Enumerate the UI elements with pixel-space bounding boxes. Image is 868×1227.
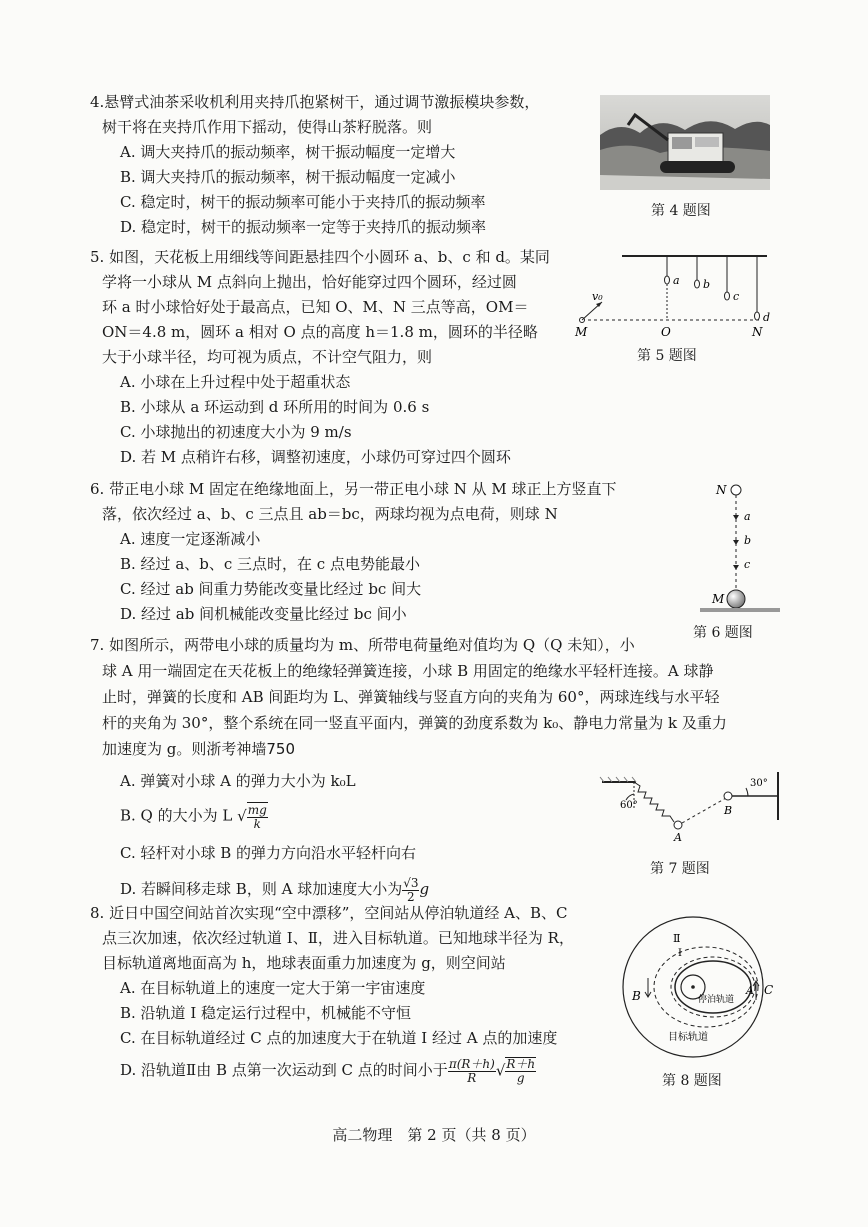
q5-line-4: ON＝4.8 m，圆环 a 相对 O 点的高度 h＝1.8 m，圆环的半径略 xyxy=(102,323,538,341)
point-b-label: b xyxy=(744,534,752,547)
q4-harvester-photo xyxy=(600,95,770,190)
pi-r-plus-h-over-r: $\frac{\pi(R+h)}{R}$ xyxy=(448,1056,495,1085)
q8-option-d: D. 沿轨道Ⅱ由 B 点第一次运动到 C 点的时间小于 $\frac{\pi(R+h)}{R}$ √ $\frac{R+h}{g}$ xyxy=(120,1056,536,1085)
q4-option-b: B. 调大夹持爪的振动频率，树干振动幅度一定减小 xyxy=(120,168,456,186)
q6-option-c: C. 经过 ab 间重力势能改变量比经过 bc 间大 xyxy=(120,580,422,598)
q5-rings-diagram xyxy=(572,250,772,342)
q6-option-a: A. 速度一定逐渐减小 xyxy=(120,530,261,548)
q8-option-a: A. 在目标轨道上的速度一定大于第一宇宙速度 xyxy=(120,979,426,997)
q4-caption: 第 4 题图 xyxy=(651,203,711,219)
sqrt-r-plus-h-over-g: √ $\frac{R+h}{g}$ xyxy=(495,1057,536,1085)
q6-option-d: D. 经过 ab 间机械能改变量比经过 bc 间小 xyxy=(120,605,407,623)
ball-b xyxy=(724,792,732,800)
q7-option-d: D. 若瞬间移走球 B，则 A 球加速度大小为 $\frac{√3}{2}$ g xyxy=(120,875,430,904)
ball-a-label: A xyxy=(674,831,682,844)
v0-label: v₀ xyxy=(592,290,603,303)
point-a-label: a xyxy=(744,510,751,523)
parking-orbit xyxy=(675,961,751,1013)
q7-line-4: 杆的夹角为 30°，整个系统在同一竖直平面内，弹簧的劲度系数为 k₀、静电力常量为 k 及重力 xyxy=(102,714,727,732)
q5-option-c: C. 小球抛出的初速度大小为 9 m/s xyxy=(120,423,352,441)
q7-line-5: 加速度为 g。则 xyxy=(102,740,207,758)
page-footer: 高二物理 第 2 页（共 8 页） xyxy=(332,1126,536,1144)
ring-b-label: b xyxy=(703,278,711,291)
question-4 xyxy=(90,90,539,240)
question-8 xyxy=(90,901,574,1091)
q6-charges-diagram xyxy=(700,478,780,618)
ball-b-label: B xyxy=(724,804,733,817)
point-c-label: c xyxy=(744,558,751,571)
parking-orbit-label: 停泊轨道 xyxy=(698,995,735,1005)
q8-option-c: C. 在目标轨道经过 C 点的加速度大于在轨道 Ⅰ 经过 A 点的加速度 xyxy=(120,1029,558,1047)
q7-option-a: A. 弹簧对小球 A 的弹力大小为 k₀L xyxy=(120,772,356,790)
q6-option-b: B. 经过 a、b、c 三点时，在 c 点电势能最小 xyxy=(120,555,420,573)
orbit-i-label: Ⅰ xyxy=(678,948,682,959)
n-label: N xyxy=(752,325,763,339)
q5-option-b: B. 小球从 a 环运动到 d 环所用的时间为 0.6 s xyxy=(120,398,430,416)
ground xyxy=(700,608,780,612)
q5-option-a: A. 小球在上升过程中处于超重状态 xyxy=(120,373,351,391)
m-label: M xyxy=(575,325,588,339)
q7-line-3: 止时，弹簧的长度和 AB 间距均为 L、弹簧轴线与竖直方向的夹角为 60°，两球连线与水平轻 xyxy=(102,688,720,706)
point-a-label: A xyxy=(746,984,754,997)
point-c-label: C xyxy=(764,983,774,997)
target-orbit-label: 目标轨道 xyxy=(668,1032,708,1043)
spring xyxy=(634,782,674,822)
ball-m xyxy=(727,590,745,608)
q8-option-b: B. 沿轨道 Ⅰ 稳定运行过程中，机械能不守恒 xyxy=(120,1004,412,1022)
q5-line-2: 学将一小球从 M 点斜向上抛出，恰好能穿过四个圆环，经过圆 xyxy=(102,273,517,291)
q6-line-2: 落，依次经过 a、b、c 三点且 ab＝bc，两球均视为点电荷，则球 N xyxy=(102,505,558,523)
q4-option-a: A. 调大夹持爪的振动频率，树干振动幅度一定增大 xyxy=(120,143,456,161)
q5-line-3: 环 a 时小球恰好处于最高点，已知 O、M、N 三点等高，OM＝ xyxy=(102,298,529,316)
q5-line-1: 5. 如图，天花板上用细线等间距悬挂四个小圆环 a、b、c 和 d。某同 xyxy=(90,248,550,266)
q7-spring-rod-diagram xyxy=(598,770,783,845)
orbit-ii xyxy=(654,947,758,1027)
q5-caption: 第 5 题图 xyxy=(637,348,697,364)
o-label: O xyxy=(661,325,671,339)
orbit-ii-label: Ⅱ xyxy=(673,932,681,945)
q7-line-1: 7. 如图所示，两带电小球的质量均为 m、所带电荷量绝对值均为 Q（Q 未知），小 xyxy=(90,636,635,654)
q8-line-2: 点三次加速，依次经过轨道 Ⅰ、Ⅱ，进入目标轨道。已知地球半径为 R， xyxy=(102,929,574,947)
q7-line-2: 球 A 用一端固定在天花板上的绝缘轻弹簧连接，小球 B 用固定的绝缘水平轻杆连接。A 球静 xyxy=(102,662,714,680)
q7-option-c: C. 轻杆对小球 B 的弹力方向沿水平轻杆向右 xyxy=(120,844,417,862)
q8-caption: 第 8 题图 xyxy=(662,1073,722,1089)
ball-n xyxy=(731,485,741,495)
q6-caption: 第 6 题图 xyxy=(693,625,753,641)
orbit-i xyxy=(671,957,755,1017)
q8-line-3: 目标轨道离地面高为 h，地球表面重力加速度为 g，则空间站 xyxy=(102,954,506,972)
q8-orbits-diagram xyxy=(618,912,774,1062)
watermark: 浙考神墙750 xyxy=(206,740,296,758)
ball-m-label: M xyxy=(712,592,725,606)
sqrt3-over-2: $\frac{√3}{2}$ xyxy=(403,875,419,904)
q5-line-5: 大于小球半径，均可视为质点，不计空气阻力，则 xyxy=(102,348,433,366)
q6-line-1: 6. 带正电小球 M 固定在绝缘地面上，另一带正电小球 N 从 M 球正上方竖直下 xyxy=(90,480,617,498)
question-6 xyxy=(90,477,617,627)
sqrt-mg-over-k: √ $\frac{mg}{k}$ xyxy=(237,802,267,831)
ball-n-label: N xyxy=(716,483,727,497)
ring-c-label: c xyxy=(733,290,740,303)
q4-option-d: D. 稳定时，树干的振动频率一定等于夹持爪的振动频率 xyxy=(120,218,487,236)
angle-60-label: 60° xyxy=(620,800,638,811)
q7-option-b: B. Q 的大小为 L √ $\frac{mg}{k}$ xyxy=(120,802,267,831)
ball-a xyxy=(674,821,682,829)
q5-option-d: D. 若 M 点稍许右移，调整初速度，小球仍可穿过四个圆环 xyxy=(120,448,511,466)
ring-d-label: d xyxy=(763,311,771,324)
q8-line-1: 8. 近日中国空间站首次实现“空中漂移”，空间站从停泊轨道经 A、B、C xyxy=(90,904,568,922)
q4-line-2: 树干将在夹持爪作用下摇动，使得山茶籽脱落。则 xyxy=(102,118,433,136)
ring-a-label: a xyxy=(673,274,680,287)
question-5 xyxy=(90,245,550,470)
angle-30-label: 30° xyxy=(750,778,768,789)
q4-line-1: 4.悬臂式油茶采收机利用夹持爪抱紧树干，通过调节激振模块参数， xyxy=(90,93,540,111)
q4-option-c: C. 稳定时，树干的振动频率可能小于夹持爪的振动频率 xyxy=(120,193,486,211)
point-b-label: B xyxy=(632,989,641,1003)
q7-caption: 第 7 题图 xyxy=(650,861,710,877)
